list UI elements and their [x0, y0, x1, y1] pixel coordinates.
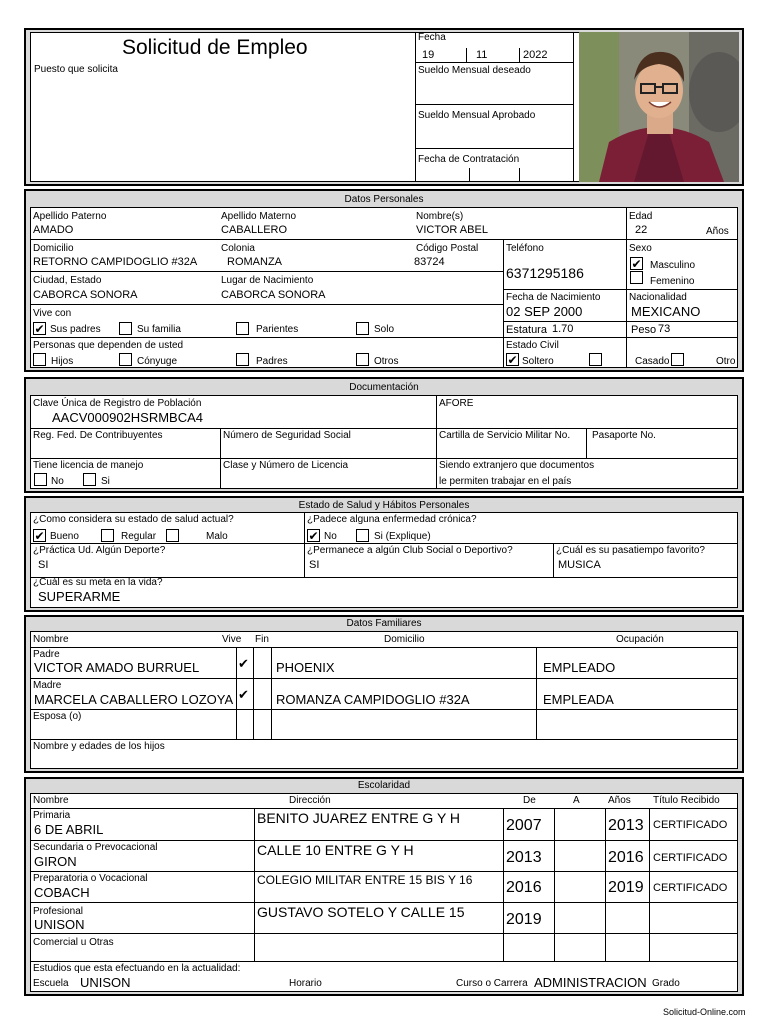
esc-escuela-value[interactable]: UNISON — [80, 975, 131, 990]
malo-checkbox[interactable] — [166, 529, 179, 542]
checkmark-icon: ✔ — [34, 322, 45, 336]
col-vive: Vive — [222, 634, 242, 645]
padres-checkbox[interactable] — [236, 353, 249, 366]
casado-checkbox[interactable] — [589, 353, 602, 366]
nss-label: Número de Seguridad Social — [223, 430, 351, 441]
footer-source: Solicitud-Online.com — [663, 1007, 746, 1017]
esc-horario-label: Horario — [289, 978, 322, 989]
extranjero-label-1: Siendo extranjero que documentos — [439, 460, 595, 471]
esc-direccion-preparatoria[interactable]: COLEGIO MILITAR ENTRE 15 BIS Y 16 — [257, 873, 473, 887]
masculino-checkbox[interactable] — [630, 257, 643, 270]
datos-personales-panel — [24, 189, 744, 372]
extranjero-label-2: le permiten trabajar en el país — [439, 476, 572, 487]
esc-titulo-secundaria[interactable]: CERTIFICADO — [653, 852, 728, 864]
salud-inner — [30, 512, 738, 608]
esc-anos-primaria[interactable]: 2013 — [608, 817, 644, 834]
conyuge-checkbox[interactable] — [119, 353, 132, 366]
parientes-label: Parientes — [256, 324, 299, 335]
lugar-nac-label: Lugar de Nacimiento — [221, 275, 314, 286]
solo-checkbox[interactable] — [356, 322, 369, 335]
esc-carrera-value[interactable]: ADMINISTRACION — [534, 975, 647, 990]
familia-panel — [24, 615, 744, 773]
conyuge-label: Cónyuge — [137, 356, 178, 367]
section-title-familia: Datos Familiares — [346, 618, 422, 629]
bueno-checkbox[interactable] — [33, 529, 46, 542]
esc-nivel-profesional: Profesional — [33, 906, 84, 917]
estado-salud-question: ¿Como considera su estado de salud actual? — [33, 514, 234, 525]
otros-label: Otros — [374, 356, 399, 367]
licencia-label: Tiene licencia de manejo — [33, 460, 144, 471]
checkmark-icon: ✔ — [507, 353, 518, 367]
esc-de-profesional[interactable]: 2019 — [506, 911, 542, 928]
cartilla-label: Cartilla de Servicio Militar No. — [439, 430, 571, 441]
peso-label: Peso — [631, 324, 657, 336]
esc-anos-preparatoria[interactable]: 2019 — [608, 879, 644, 896]
nombres-value[interactable]: VICTOR ABEL — [416, 224, 488, 236]
checkmark-icon: ✔ — [238, 687, 249, 702]
esc-actual-label: Estudios que esta efectuando en la actualidad: — [33, 963, 241, 974]
esc-grado-label: Grado — [652, 978, 680, 989]
deporte-question: ¿Práctica Ud. Algún Deporte? — [33, 545, 166, 556]
estado-civil-label: Estado Civil — [506, 340, 559, 351]
femenino-label: Femenino — [650, 276, 695, 287]
fecha-label: Fecha — [418, 32, 446, 43]
sus-padres-label: Sus padres — [50, 324, 101, 335]
col-nombre: Nombre — [33, 634, 69, 645]
checkmark-icon: ✔ — [631, 257, 642, 271]
esc-nivel-primaria: Primaria — [33, 810, 71, 821]
club-value[interactable]: SI — [309, 559, 320, 571]
colonia-value[interactable]: ROMANZA — [227, 256, 282, 268]
otros-checkbox[interactable] — [356, 353, 369, 366]
esc-carrera-label: Curso o Carrera — [456, 978, 528, 989]
estatura-label: Estatura — [506, 324, 547, 336]
licencia-si-checkbox[interactable] — [83, 473, 96, 486]
apellido-materno-value[interactable]: CABALLERO — [221, 224, 288, 236]
hijos-nombres-label: Nombre y edades de los hijos — [33, 741, 165, 752]
nombres-label: Nombre(s) — [416, 211, 464, 222]
telefono-value[interactable]: 6371295186 — [506, 265, 584, 281]
nacionalidad-label: Nacionalidad — [629, 292, 687, 303]
soltero-label: Soltero — [522, 356, 554, 367]
col-domicilio: Domicilio — [384, 634, 425, 645]
padre-nombre[interactable]: VICTOR AMADO BURRUEL — [34, 660, 200, 675]
femenino-checkbox[interactable] — [630, 271, 643, 284]
padre-label: Padre — [33, 649, 60, 660]
esc-col-de: De — [523, 795, 536, 806]
su-familia-label: Su familia — [137, 324, 181, 335]
fecha-year[interactable]: 2022 — [523, 49, 548, 61]
apellido-materno-label: Apellido Materno — [221, 211, 297, 222]
esc-col-anos: Años — [608, 795, 631, 806]
domicilio-value[interactable]: RETORNO CAMPIDOGLIO #32A — [33, 256, 198, 268]
fecha-month[interactable]: 11 — [476, 49, 488, 61]
curp-value[interactable]: AACV000902HSRMBCA4 — [52, 410, 204, 425]
hijos-label: Hijos — [51, 356, 74, 367]
licencia-si-label: Si — [101, 476, 110, 487]
pasaporte-label: Pasaporte No. — [592, 430, 656, 441]
estatura-value[interactable]: 1.70 — [552, 323, 574, 335]
apellido-paterno-value[interactable]: AMADO — [33, 224, 74, 236]
esc-anos-secundaria[interactable]: 2016 — [608, 849, 644, 866]
cp-value[interactable]: 83724 — [414, 256, 445, 268]
section-title-salud: Estado de Salud y Hábitos Personales — [298, 500, 470, 511]
esc-nivel-secundaria: Secundaria o Prevocacional — [33, 842, 158, 853]
cronica-si-label: Si (Explique) — [374, 531, 431, 542]
col-ocupacion: Ocupación — [616, 634, 664, 645]
fecha-nac-value[interactable]: 02 SEP 2000 — [506, 304, 583, 319]
esc-direccion-profesional[interactable]: GUSTAVO SOTELO Y CALLE 15 — [257, 904, 465, 920]
esc-nombre-preparatoria[interactable]: COBACH — [34, 885, 90, 900]
regular-checkbox[interactable] — [101, 529, 114, 542]
pasatiempo-value[interactable]: MUSICA — [558, 559, 601, 571]
otro-checkbox[interactable] — [671, 353, 684, 366]
puesto-label: Puesto que solicita — [34, 64, 118, 75]
padre-vive-check[interactable] — [238, 657, 249, 670]
esc-direccion-primaria[interactable]: BENITO JUAREZ ENTRE G Y H — [257, 810, 461, 826]
fecha-contratacion-label: Fecha de Contratación — [418, 154, 520, 165]
esc-col-titulo: Título Recibido — [653, 795, 720, 806]
apellido-paterno-label: Apellido Paterno — [33, 211, 107, 222]
esc-col-direccion: Dirección — [289, 795, 331, 806]
esc-de-primaria[interactable]: 2007 — [506, 817, 542, 834]
esc-direccion-secundaria[interactable]: CALLE 10 ENTRE G Y H — [257, 842, 414, 858]
applicant-photo-image — [579, 32, 739, 182]
cp-label: Código Postal — [416, 243, 479, 254]
curp-label: Clave Única de Registro de Población — [33, 398, 202, 409]
su-familia-checkbox[interactable] — [119, 322, 132, 335]
fecha-day[interactable]: 19 — [422, 49, 435, 61]
bueno-label: Bueno — [50, 531, 79, 542]
otro-label: Otro — [716, 356, 736, 367]
meta-value[interactable]: SUPERARME — [38, 589, 121, 604]
esc-escuela-label: Escuela — [33, 978, 69, 989]
licencia-no-label: No — [51, 476, 64, 487]
esc-de-secundaria[interactable]: 2013 — [506, 849, 542, 866]
section-title-documentacion: Documentación — [349, 382, 419, 393]
esposa-label: Esposa (o) — [33, 711, 82, 722]
colonia-label: Colonia — [221, 243, 255, 254]
fecha-nac-label: Fecha de Nacimiento — [506, 292, 601, 303]
parientes-checkbox[interactable] — [236, 322, 249, 335]
esc-nombre-primaria[interactable]: 6 DE ABRIL — [34, 822, 104, 837]
ciudad-label: Ciudad, Estado — [33, 275, 102, 286]
esc-nombre-secundaria[interactable]: GIRON — [34, 854, 77, 869]
escolaridad-panel — [24, 777, 744, 996]
hijos-checkbox[interactable] — [33, 353, 46, 366]
sueldo-aprobado-label: Sueldo Mensual Aprobado — [418, 110, 536, 121]
cronica-question: ¿Padece alguna enfermedad crónica? — [307, 514, 477, 525]
ciudad-value[interactable]: CABORCA SONORA — [33, 289, 138, 301]
madre-ocupacion[interactable]: EMPLEADA — [543, 692, 614, 707]
header-panel — [24, 28, 744, 186]
vive-con-label: Vive con — [33, 308, 72, 319]
malo-label: Malo — [206, 531, 228, 542]
salud-panel — [24, 496, 744, 612]
page-title: Solicitud de Empleo — [122, 36, 308, 59]
section-title-escolaridad: Escolaridad — [357, 780, 411, 791]
esc-col-a: A — [573, 795, 580, 806]
col-fin: Fin — [255, 634, 269, 645]
checkmark-icon: ✔ — [308, 529, 319, 543]
lugar-nac-value[interactable]: CABORCA SONORA — [221, 289, 326, 301]
sueldo-deseado-label: Sueldo Mensual deseado — [418, 65, 531, 76]
nacionalidad-value[interactable]: MEXICANO — [631, 304, 701, 319]
soltero-checkbox[interactable] — [506, 353, 519, 366]
dependen-label: Personas que dependen de usted — [33, 340, 184, 351]
esc-nivel-preparatoria: Preparatoria o Vocacional — [33, 873, 148, 884]
section-title-datos-personales: Datos Personales — [344, 194, 424, 205]
edad-value[interactable]: 22 — [635, 224, 648, 236]
sus-padres-checkbox[interactable] — [33, 322, 46, 335]
cronica-no-checkbox[interactable] — [307, 529, 320, 542]
esc-titulo-preparatoria[interactable]: CERTIFICADO — [653, 882, 728, 894]
esc-de-preparatoria[interactable]: 2016 — [506, 879, 542, 896]
edad-label: Edad — [629, 211, 653, 222]
pasatiempo-question: ¿Cuál es su pasatiempo favorito? — [556, 545, 705, 556]
madre-nombre[interactable]: MARCELA CABALLERO LOZOYA — [34, 692, 234, 707]
madre-domicilio[interactable]: ROMANZA CAMPIDOGLIO #32A — [276, 692, 470, 707]
esc-titulo-primaria[interactable]: CERTIFICADO — [653, 819, 728, 831]
padre-ocupacion[interactable]: EMPLEADO — [543, 660, 616, 675]
licencia-no-checkbox[interactable] — [34, 473, 47, 486]
sexo-label: Sexo — [629, 243, 652, 254]
padres-label: Padres — [256, 356, 288, 367]
domicilio-label: Domicilio — [33, 243, 74, 254]
esc-nivel-comercial: Comercial u Otras — [33, 937, 114, 948]
deporte-value[interactable]: SI — [38, 559, 49, 571]
anos-label: Años — [706, 226, 729, 237]
cronica-si-checkbox[interactable] — [356, 529, 369, 542]
casado-label: Casado — [635, 356, 670, 367]
checkmark-icon: ✔ — [238, 656, 249, 671]
documentacion-panel — [24, 377, 744, 493]
clase-licencia-label: Clase y Número de Licencia — [223, 460, 349, 471]
applicant-photo — [579, 32, 739, 182]
club-question: ¿Permanece a algún Club Social o Deportivo? — [307, 545, 513, 556]
madre-vive-check[interactable] — [238, 688, 249, 701]
madre-label: Madre — [33, 680, 62, 691]
afore-label: AFORE — [439, 398, 474, 409]
cronica-no-label: No — [324, 531, 337, 542]
esc-col-nombre: Nombre — [33, 795, 69, 806]
regular-label: Regular — [121, 531, 157, 542]
rfc-label: Reg. Fed. De Contribuyentes — [33, 430, 163, 441]
esc-nombre-profesional[interactable]: UNISON — [34, 917, 85, 932]
puesto-field[interactable] — [32, 78, 412, 178]
solo-label: Solo — [374, 324, 395, 335]
meta-question: ¿Cuál es su meta en la vida? — [33, 577, 163, 588]
padre-domicilio[interactable]: PHOENIX — [276, 660, 335, 675]
peso-value[interactable]: 73 — [658, 323, 671, 335]
telefono-label: Teléfono — [506, 243, 544, 254]
checkmark-icon: ✔ — [34, 529, 45, 543]
masculino-label: Masculino — [650, 260, 696, 271]
